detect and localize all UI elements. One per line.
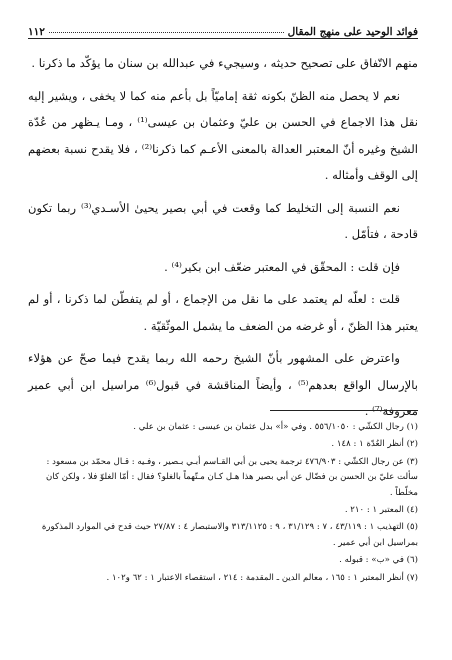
footnote: (٤) المعتبر ١ : ٢١٠ . — [344, 505, 418, 516]
footnote: (٥) التهذيب ١ : ٤٣/١١٩ ، ٧ : ٣١/١٢٩ ، ٩ : ٣١٣/١١٢٥ والاستبصار ٤ : ٢٧/٨٧ حيث قدح في الموارد المذكورة بمراسيل ابن أبي عمير . — [41, 522, 418, 548]
paragraph: نعم النسبة إلى التخليط كما وقعت في أبي بصير يحيىٰ الأسـدي⁽³⁾ ربما تكون قادحة ، فتأمّل . — [28, 200, 418, 241]
header-dot-leader — [49, 31, 284, 33]
running-title: فوائد الوحيد على منهج المقال — [287, 26, 418, 38]
page-number: ١١٢ — [28, 26, 45, 38]
paragraph: فإن قلت : المحقّق في المعتبر ضعّف ابن بكير⁽⁴⁾ . — [164, 259, 400, 274]
paragraph: واعترض على المشهور بأنّ الشيخ رحمه الله ربما يقدح فيما صحّ عن هؤلاء بالإرسال الواقع بعدهم⁽⁵⁾ ، وأيضاً المناقشة في قبول⁽⁶⁾ مراسيل ابن أبي عمير معروفة⁽⁷⁾ . — [28, 351, 419, 418]
footnote-separator — [270, 410, 418, 411]
main-text — [28, 50, 418, 431]
footnote: (١) رجال الكشّي : ٥٥٦/١٠٥٠ . وفي «أ» بدل عثمان بن عيسى : عثمان بن علي . — [133, 422, 418, 432]
paragraph: نعم لا يحصل منه الظنّ بكونه ثقة إماميّاً بل بأعم منه كما لا يخفى ، ويشير إليه نقل هذا الاجماع في الحسن بن عليّ وعثمان بن عيسى⁽¹⁾ ، ومـا يـظهر من عُدّة الشيخ وغيره أنّ المعتبر العدالة بالمعنى الأعـم كما ذكرنا⁽²⁾ ، فلا يقدح نسبة بعضهم إلى الوقف وأمثاله . — [28, 88, 419, 182]
footnote: (٧) أنظر المعتبر ١ : ١٦٥ ، معالم الدين ـ المقدمة : ٢١٤ ، استقصاء الاعتبار ١ : ٦٢ و١٠٢ . — [106, 572, 418, 583]
footnote: (٣) عن رجال الكشّي : ٤٧٦/٩٠٣ ترجمة يحيى بن أبي القـاسم أبـي بـصير ، وفـيه : قـال محمّد بن مسعود : سألت عليّ بن الحسن بن فضّال عن أبي بصير هذا هـل كـان مـتّهماً بالغلو؟ فقال : أمّا الغلوّ فلا ، ولكن كان مخلّطاً . — [46, 456, 418, 498]
footnotes — [28, 420, 418, 588]
footnote: (٢) أنظر العُدّة ١ : ١٤٨ . — [331, 439, 418, 450]
running-header — [28, 16, 418, 39]
paragraph: قلت : لعلّه لم يعتمد على ما نقل من الإجماع ، أو لم يتفطّن لما ذكرنا ، أو لم يعتبر هذا الظنّ ، أو غرضه من الضعف ما يشمل الموثّقيّة . — [28, 292, 418, 333]
footnote: (٦) في «ب» : قبوله . — [339, 555, 418, 566]
paragraph: منهم الاتّفاق على تصحيح حديثه ، وسيجيء في عبدالله بن سنان ما يؤكّد ما ذكرنا . — [31, 56, 418, 70]
